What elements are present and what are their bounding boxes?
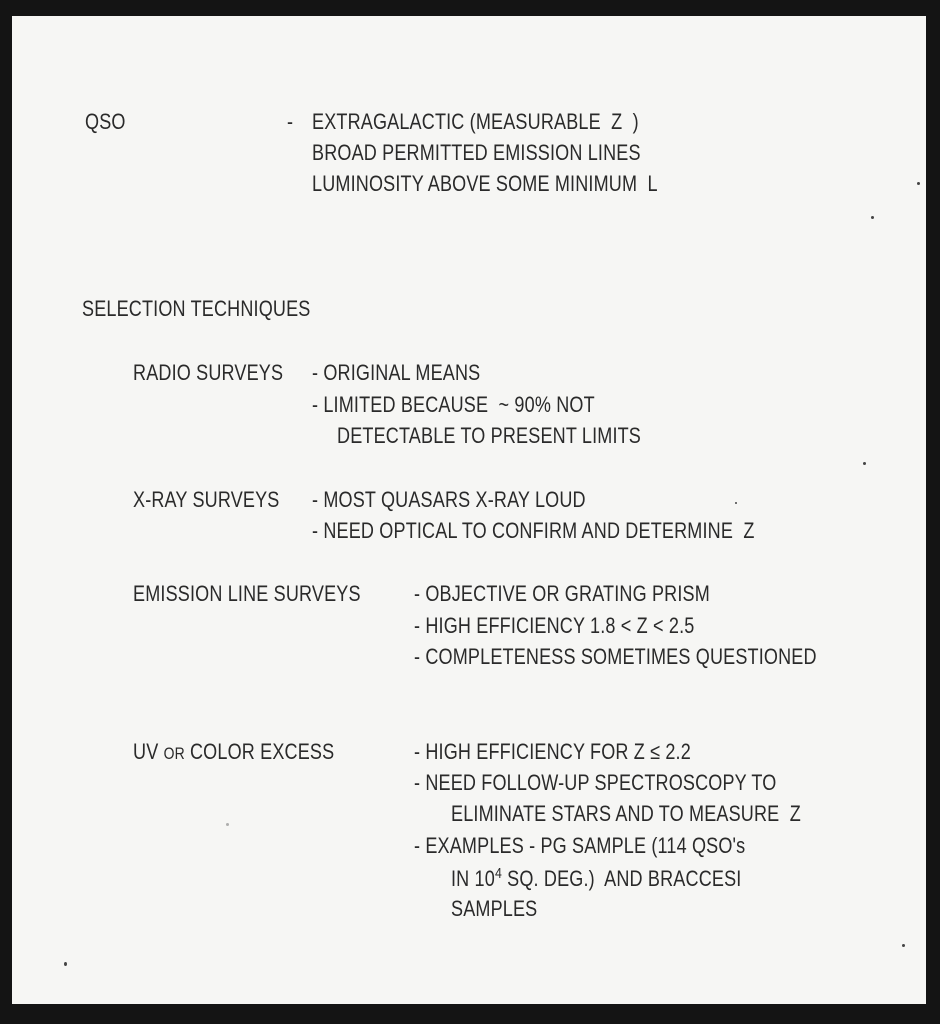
uv-line-5-b: SQ. DEG.) AND BRACCESI [501, 866, 742, 891]
xray-line-1: - MOST QUASARS X-RAY LOUD [312, 487, 586, 512]
dust-speck [64, 962, 67, 966]
xray-label: X-RAY SURVEYS [133, 487, 280, 512]
uv-line-1: - HIGH EFFICIENCY FOR Z ≤ 2.2 [414, 739, 691, 764]
uv-line-5 [451, 866, 741, 890]
uv-line-3: ELIMINATE STARS AND TO MEASURE Z [451, 801, 801, 826]
dust-speck [226, 823, 229, 826]
uv-label-a: UV [133, 739, 164, 764]
qso-line-2: BROAD PERMITTED EMISSION LINES [312, 140, 641, 165]
radio-line-2: - LIMITED BECAUSE ~ 90% NOT [312, 392, 595, 417]
qso-line-3: LUMINOSITY ABOVE SOME MINIMUM L [312, 171, 658, 196]
emission-line-1: - OBJECTIVE OR GRATING PRISM [414, 581, 710, 606]
emission-label: EMISSION LINE SURVEYS [133, 581, 361, 606]
qso-line-1: EXTRAGALACTIC (MEASURABLE Z ) [312, 109, 639, 134]
emission-line-2: - HIGH EFFICIENCY 1.8 < Z < 2.5 [414, 613, 695, 638]
uv-label-or: OR [163, 744, 185, 763]
radio-label: RADIO SURVEYS [133, 360, 284, 385]
xray-line-2: - NEED OPTICAL TO CONFIRM AND DETERMINE Z [312, 518, 755, 543]
dust-speck [735, 502, 737, 504]
uv-line-4: - EXAMPLES - PG SAMPLE (114 QSO's [414, 833, 746, 858]
uv-line-5-a: IN 10 [451, 866, 495, 891]
radio-line-3: DETECTABLE TO PRESENT LIMITS [337, 423, 642, 448]
document-page [12, 16, 926, 1004]
dust-speck [902, 944, 905, 947]
uv-line-2: - NEED FOLLOW-UP SPECTROSCOPY TO [414, 770, 777, 795]
uv-line-5-sup: 4 [494, 865, 502, 882]
qso-dash: - [287, 109, 294, 134]
uv-line-6: SAMPLES [451, 896, 538, 921]
qso-label: QSO [85, 109, 126, 134]
section-heading: SELECTION TECHNIQUES [82, 296, 311, 321]
emission-line-3: - COMPLETENESS SOMETIMES QUESTIONED [414, 644, 817, 669]
dust-speck [871, 216, 874, 219]
uv-label-b: COLOR EXCESS [184, 739, 335, 764]
uv-label [133, 741, 334, 763]
radio-line-1: - ORIGINAL MEANS [312, 360, 481, 385]
dust-speck [917, 182, 920, 185]
dust-speck [863, 462, 866, 465]
